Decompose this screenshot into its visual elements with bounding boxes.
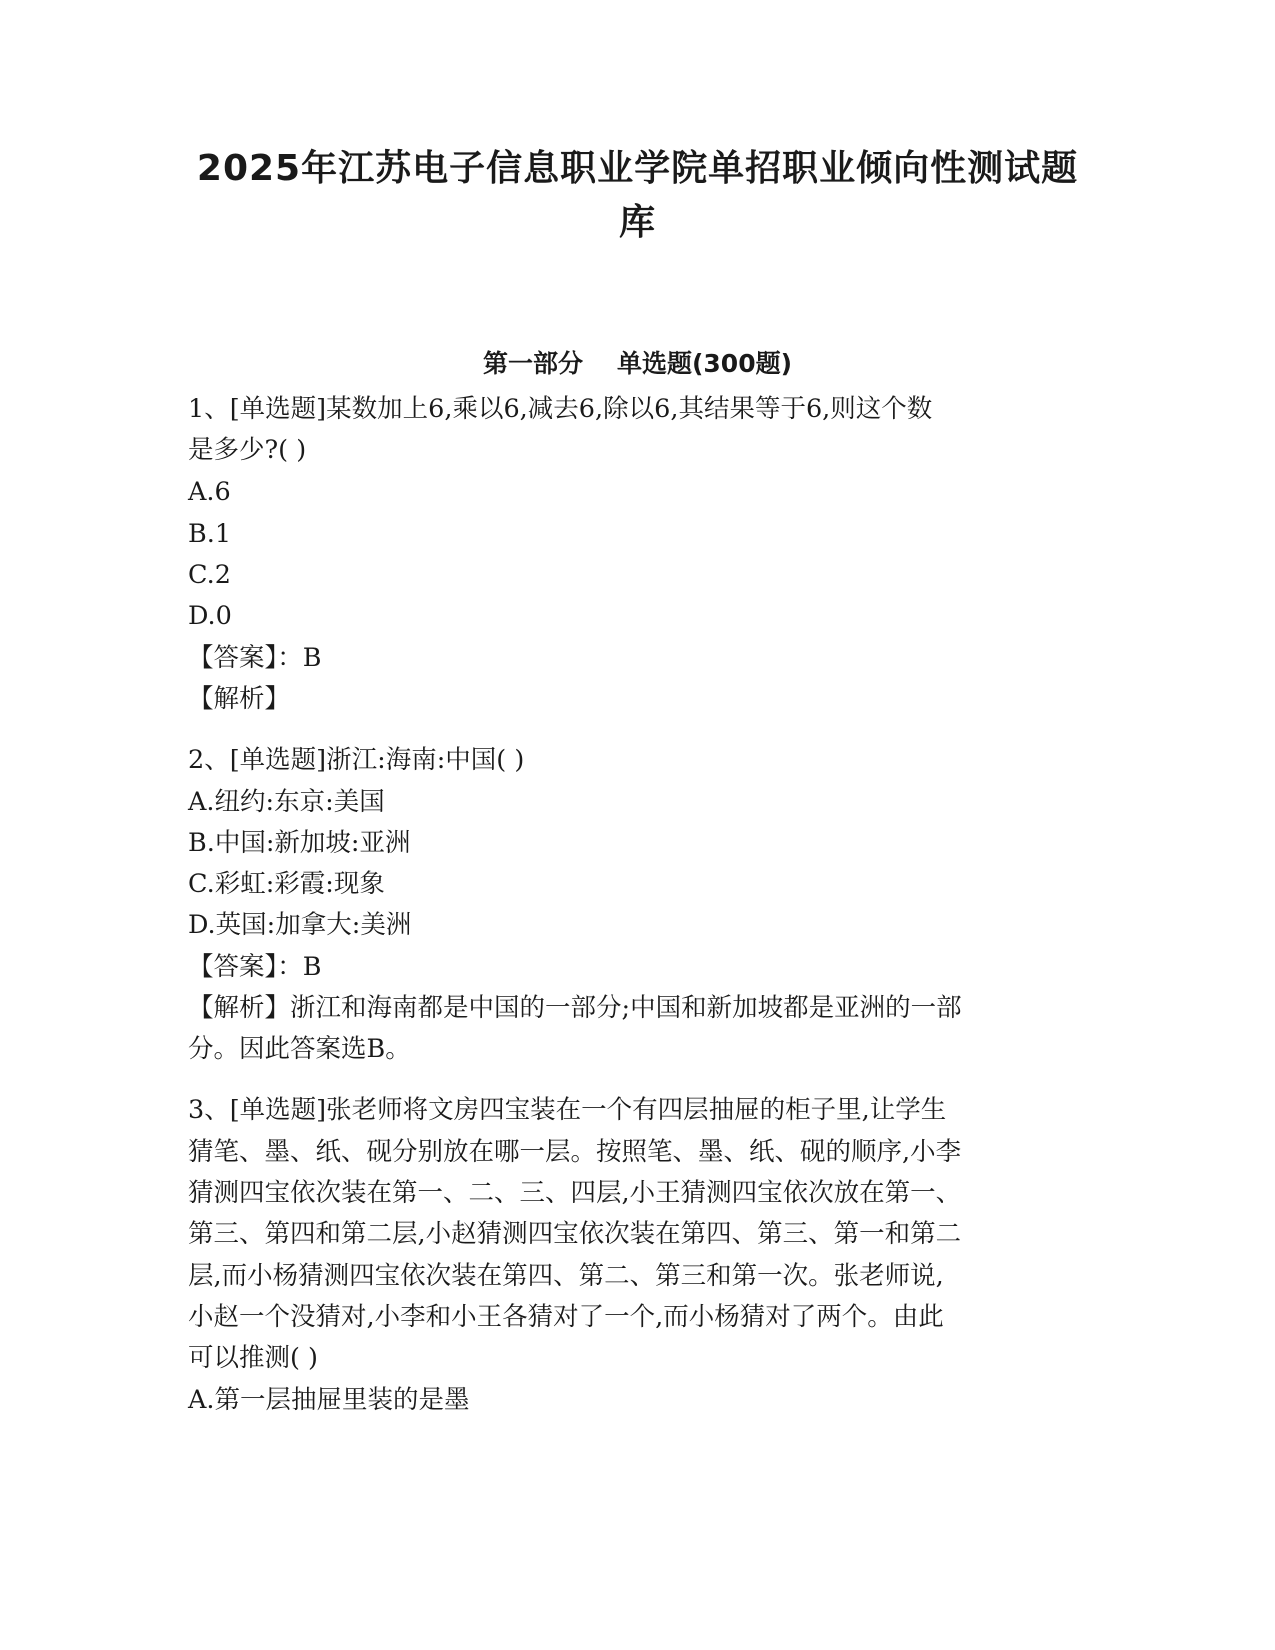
- question-1-option-d: D.0: [188, 601, 232, 631]
- title-line-2: 库: [618, 202, 656, 243]
- section-name: 单选题(300题): [616, 349, 793, 378]
- title-line-1: 2025年江苏电子信息职业学院单招职业倾向性测试题: [196, 148, 1079, 189]
- question-2-option-d: D.英国:加拿大:美洲: [188, 910, 412, 940]
- question-1-answer: 【答案】：B: [188, 643, 322, 673]
- question-2-analysis-line-1: 【解析】浙江和海南都是中国的一部分;中国和新加坡都是亚洲的一部: [188, 993, 962, 1023]
- question-3-option-a: A.第一层抽屉里装的是墨: [188, 1385, 470, 1415]
- question-3-stem-line-3: 猜测四宝依次装在第一、二、三、四层,小王猜测四宝依次放在第一、: [188, 1178, 962, 1208]
- question-1-stem-line-1: 1、[单选题]某数加上6,乘以6,减去6,除以6,其结果等于6,则这个数: [188, 394, 933, 424]
- question-3-stem-line-1: 3、[单选题]张老师将文房四宝装在一个有四层抽屉的柜子里,让学生: [188, 1095, 947, 1125]
- section-heading: [150, 346, 1125, 382]
- question-3-stem-line-6: 小赵一个没猜对,小李和小王各猜对了一个,而小杨猜对了两个。由此: [188, 1302, 944, 1332]
- document-title: [150, 142, 1125, 250]
- question-2-option-b: B.中国:新加坡:亚洲: [188, 828, 411, 858]
- question-1-option-b: B.1: [188, 519, 232, 549]
- question-3-stem-line-5: 层,而小杨猜测四宝依次装在第四、第二、第三和第一次。张老师说,: [188, 1261, 944, 1291]
- question-3-stem-line-7: 可以推测( ): [188, 1343, 319, 1373]
- question-1-analysis: 【解析】: [188, 684, 291, 714]
- question-1-option-c: C.2: [188, 560, 231, 590]
- question-2-option-a: A.纽约:东京:美国: [188, 787, 385, 817]
- question-2-answer: 【答案】：B: [188, 952, 322, 982]
- question-2-stem-line-1: 2、[单选题]浙江:海南:中国( ): [188, 745, 525, 775]
- question-1-option-a: A.6: [188, 477, 231, 507]
- question-3-stem-line-4: 第三、第四和第二层,小赵猜测四宝依次装在第四、第三、第一和第二: [188, 1219, 962, 1249]
- question-2-option-c: C.彩虹:彩霞:现象: [188, 869, 385, 899]
- question-3-stem-line-2: 猜笔、墨、纸、砚分别放在哪一层。按照笔、墨、纸、砚的顺序,小李: [188, 1137, 962, 1167]
- question-1-stem-line-2: 是多少?( ): [188, 435, 307, 465]
- question-2-analysis-line-2: 分。因此答案选B。: [188, 1034, 411, 1064]
- section-part: 第一部分: [482, 349, 583, 378]
